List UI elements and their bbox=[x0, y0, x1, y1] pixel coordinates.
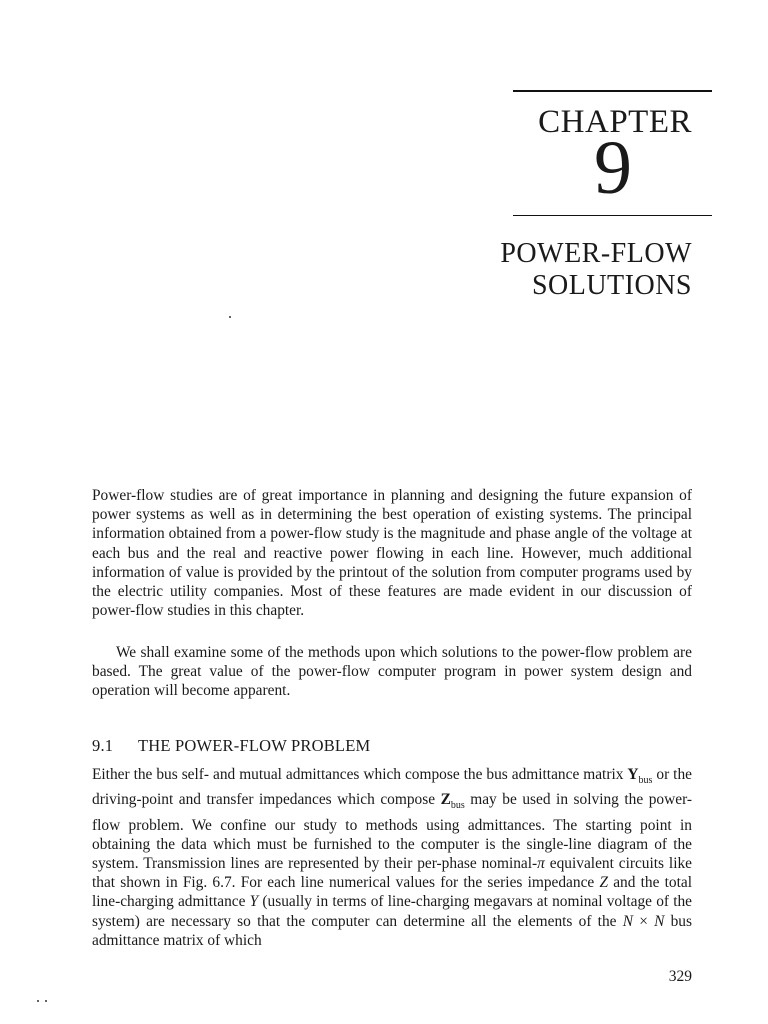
pi-symbol: π bbox=[537, 854, 545, 872]
z-symbol: Z bbox=[599, 874, 609, 892]
text-run: or the driving-point and transfer impedances which compose bbox=[92, 766, 692, 809]
zbus-symbol bbox=[441, 791, 451, 808]
text-run: equivalent circuits like that shown in Fig. 6.7. For each line numerical values for the series impedance bbox=[92, 854, 692, 892]
times-symbol: × bbox=[632, 912, 655, 930]
stray-mark bbox=[45, 1000, 47, 1002]
text-run: may be used in solving the power-flow problem. We confine our study to methods using admittances. The starting point in obtaining the data which must be furnished to the computer is the single-line diagram of the system. Transmission lines are represented by their per-phase nominal- bbox=[92, 791, 693, 872]
section-number: 9.1 bbox=[92, 736, 114, 755]
chapter-title bbox=[500, 238, 692, 302]
intro-paragraph-1: Power-flow studies are of great importance in planning and designing the future expansion of power systems as well as in determining the best operation of existing systems. The principal information obtained from a power-flow study is the magnitude and phase angle of the voltage at each bus and the real and reactive power flowing in each line. However, much additional information of value is provided by the printout of the solution from computer programs used by the electric utility companies. Most of these features are made evident in our discussion of power-flow studies in this chapter. bbox=[92, 487, 692, 620]
chapter-bottom-rule bbox=[513, 215, 712, 216]
chapter-title-line-1: POWER-FLOW bbox=[500, 238, 692, 269]
text-run: and the total line-charging admittance bbox=[92, 874, 692, 911]
text-run: Either the bus self- and mutual admittances which compose the bus admittance matrix bbox=[92, 766, 628, 783]
ybus-symbol bbox=[627, 766, 638, 783]
text-run: (usually in terms of line-charging megavars at nominal voltage of the system) are necessary so that the computer can determine all the elements of the bbox=[92, 893, 692, 930]
section-title: THE POWER-FLOW PROBLEM bbox=[138, 736, 371, 755]
chapter-number: 9 bbox=[594, 126, 632, 210]
intro-paragraph-2: We shall examine some of the methods upon which solutions to the power-flow problem are based. The great value of the power-flow computer program in power system design and operation will become apparent. bbox=[92, 644, 692, 700]
page-number: 329 bbox=[668, 968, 692, 985]
chapter-label: CHAPTER bbox=[538, 104, 692, 140]
section-paragraph bbox=[92, 765, 692, 950]
zbus-letter: Z bbox=[440, 791, 451, 809]
stray-mark bbox=[37, 1000, 39, 1002]
ybus-subscript: bus bbox=[638, 775, 653, 787]
chapter-title-line-2: SOLUTIONS bbox=[531, 270, 692, 301]
section-heading bbox=[92, 736, 370, 756]
stray-mark bbox=[229, 316, 231, 318]
chapter-top-rule bbox=[513, 90, 712, 92]
y-symbol: Y bbox=[249, 893, 259, 911]
text-run: bus admittance matrix of which bbox=[92, 912, 692, 949]
ybus-letter: Y bbox=[627, 766, 639, 783]
n-symbol: N bbox=[622, 912, 633, 930]
zbus-subscript: bus bbox=[450, 800, 465, 812]
n-symbol: N bbox=[654, 912, 665, 930]
